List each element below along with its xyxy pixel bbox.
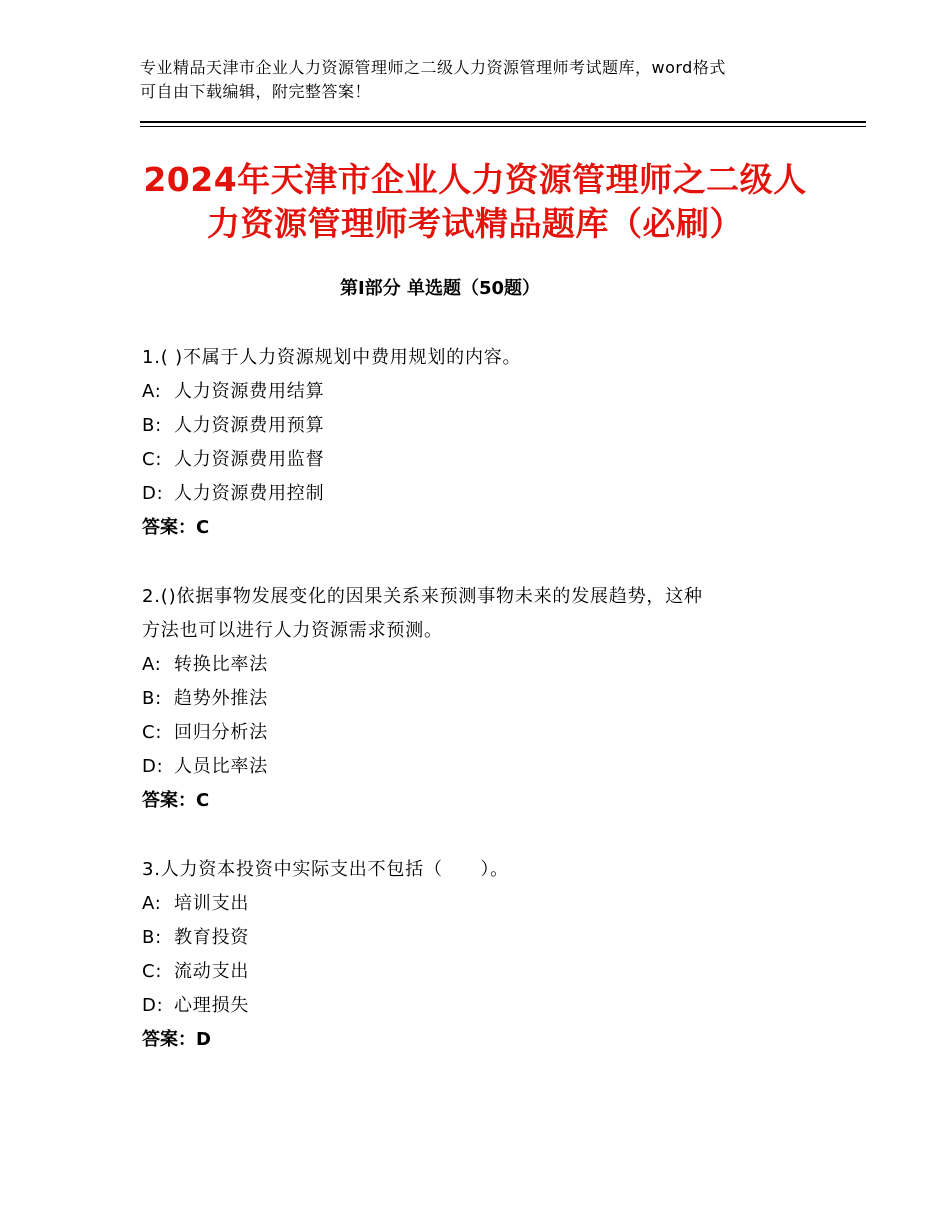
option-letter: D: [142, 995, 164, 1016]
question-stem [142, 341, 822, 375]
header-divider-thick [140, 121, 866, 123]
option-d [142, 477, 822, 511]
question-stem-line: 方法也可以进行人力资源需求预测。 [142, 620, 443, 641]
option-d [142, 750, 822, 784]
option-letter: A: [142, 654, 162, 675]
document-title-line-1: 2024年天津市企业人力资源管理师之二级人 [143, 160, 807, 199]
header-divider-thin [140, 126, 866, 127]
option-text: 人力资源费用结算 [174, 381, 325, 402]
option-text: 流动支出 [174, 961, 250, 982]
header-note-line-2: 可自由下载编辑，附完整答案！ [140, 82, 372, 101]
option-text: 人力资源费用控制 [174, 483, 325, 504]
option-b [142, 682, 822, 716]
question-stem [142, 853, 822, 887]
header-note-line-1: 专业精品天津市企业人力资源管理师之二级人力资源管理师考试题库，word格式 [140, 58, 726, 77]
answer: 答案：D [142, 1029, 211, 1050]
option-letter: B: [142, 927, 163, 948]
answer: 答案：C [142, 517, 210, 538]
option-letter: C: [142, 961, 163, 982]
option-text: 心理损失 [174, 995, 250, 1016]
option-letter: D: [142, 483, 164, 504]
document-title-line-2: 力资源管理师考试精品题库（必刷） [207, 204, 743, 243]
option-letter: D: [142, 756, 164, 777]
option-text: 人员比率法 [174, 756, 268, 777]
option-c [142, 955, 822, 989]
question-1 [142, 341, 822, 545]
question-2 [142, 580, 822, 818]
option-text: 人力资源费用预算 [174, 415, 325, 436]
option-letter: B: [142, 415, 163, 436]
question-stem [142, 580, 822, 648]
document-title [100, 158, 850, 246]
option-letter: C: [142, 722, 163, 743]
option-text: 转换比率法 [174, 654, 268, 675]
option-text: 教育投资 [174, 927, 250, 948]
question-stem-line: 1.( )不属于人力资源规划中费用规划的内容。 [142, 347, 522, 368]
question-3 [142, 853, 822, 1057]
option-letter: C: [142, 449, 163, 470]
option-text: 回归分析法 [174, 722, 268, 743]
option-letter: A: [142, 893, 162, 914]
option-a [142, 375, 822, 409]
option-d [142, 989, 822, 1023]
header-note [140, 56, 820, 104]
option-a [142, 887, 822, 921]
option-b [142, 409, 822, 443]
question-stem-line: 3.人力资本投资中实际支出不包括（ ）。 [142, 859, 509, 880]
option-b [142, 921, 822, 955]
option-c [142, 443, 822, 477]
option-a [142, 648, 822, 682]
answer: 答案：C [142, 790, 210, 811]
option-letter: A: [142, 381, 162, 402]
option-text: 培训支出 [174, 893, 250, 914]
option-c [142, 716, 822, 750]
option-text: 人力资源费用监督 [174, 449, 325, 470]
option-letter: B: [142, 688, 163, 709]
option-text: 趋势外推法 [174, 688, 268, 709]
question-stem-line: 2.()依据事物发展变化的因果关系来预测事物未来的发展趋势，这种 [142, 586, 703, 607]
section-heading: 第Ⅰ部分 单选题（50题） [339, 278, 540, 299]
